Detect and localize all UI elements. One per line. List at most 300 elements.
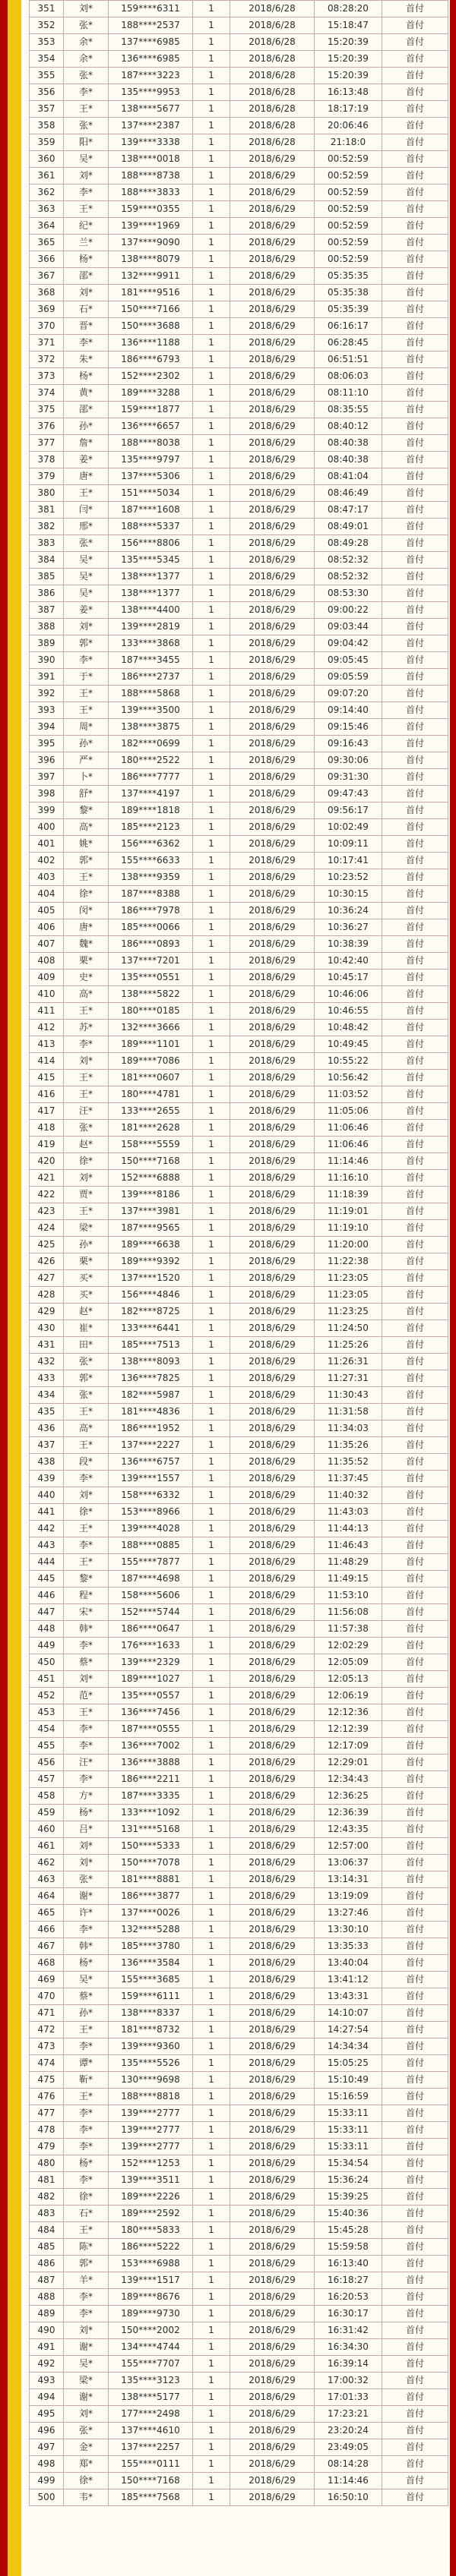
row-number-cell: 413 xyxy=(30,1036,64,1053)
quantity-cell: 1 xyxy=(193,652,230,669)
time-cell: 10:23:52 xyxy=(315,869,382,886)
customer-name-cell: 杨* xyxy=(64,1955,109,1972)
customer-name-cell: 杨* xyxy=(64,251,109,268)
row-number-cell: 476 xyxy=(30,2089,64,2105)
payment-status-cell: 首付 xyxy=(382,1871,448,1888)
phone-number-cell: 158****6332 xyxy=(109,1487,193,1504)
time-cell: 18:17:19 xyxy=(315,101,382,118)
date-cell: 2018/6/29 xyxy=(230,552,315,569)
quantity-cell: 1 xyxy=(193,218,230,235)
phone-number-cell: 176****1633 xyxy=(109,1638,193,1654)
time-cell: 15:20:39 xyxy=(315,68,382,84)
date-cell: 2018/6/29 xyxy=(230,2289,315,2306)
quantity-cell: 1 xyxy=(193,134,230,151)
date-cell: 2018/6/29 xyxy=(230,435,315,452)
date-cell: 2018/6/29 xyxy=(230,301,315,318)
row-number-cell: 355 xyxy=(30,68,64,84)
quantity-cell: 1 xyxy=(193,1304,230,1320)
row-number-cell: 410 xyxy=(30,986,64,1003)
phone-number-cell: 133****3868 xyxy=(109,635,193,652)
time-cell: 13:41:12 xyxy=(315,1972,382,1988)
date-cell: 2018/6/29 xyxy=(230,819,315,836)
time-cell: 00:52:59 xyxy=(315,201,382,218)
date-cell: 2018/6/29 xyxy=(230,1120,315,1137)
row-number-cell: 380 xyxy=(30,485,64,502)
customer-name-cell: 刘* xyxy=(64,1838,109,1855)
payment-status-cell: 首付 xyxy=(382,151,448,168)
customer-name-cell: 靳* xyxy=(64,2072,109,2089)
table-row xyxy=(30,118,448,134)
row-number-cell: 444 xyxy=(30,1554,64,1571)
time-cell: 11:53:10 xyxy=(315,1588,382,1604)
table-row xyxy=(30,1771,448,1788)
date-cell: 2018/6/29 xyxy=(230,2055,315,2072)
table-row xyxy=(30,1036,448,1053)
customer-name-cell: 张* xyxy=(64,1871,109,1888)
table-row xyxy=(30,669,448,686)
payment-status-cell: 首付 xyxy=(382,1220,448,1237)
date-cell: 2018/6/29 xyxy=(230,335,315,352)
phone-number-cell: 188****0885 xyxy=(109,1537,193,1554)
table-row xyxy=(30,2105,448,2122)
time-cell: 11:57:38 xyxy=(315,1621,382,1638)
row-number-cell: 435 xyxy=(30,1404,64,1420)
quantity-cell: 1 xyxy=(193,769,230,786)
customer-name-cell: 汪* xyxy=(64,1755,109,1771)
table-row xyxy=(30,1554,448,1571)
quantity-cell: 1 xyxy=(193,1036,230,1053)
phone-number-cell: 158****5559 xyxy=(109,1137,193,1153)
phone-number-cell: 139****3338 xyxy=(109,134,193,151)
time-cell: 11:22:38 xyxy=(315,1253,382,1270)
date-cell: 2018/6/29 xyxy=(230,485,315,502)
table-row xyxy=(30,1604,448,1621)
row-number-cell: 362 xyxy=(30,184,64,201)
row-number-cell: 462 xyxy=(30,1855,64,1871)
time-cell: 14:10:07 xyxy=(315,2005,382,2022)
payment-status-cell: 首付 xyxy=(382,1370,448,1387)
quantity-cell: 1 xyxy=(193,1554,230,1571)
quantity-cell: 1 xyxy=(193,2339,230,2356)
customer-name-cell: 刘* xyxy=(64,1671,109,1688)
payment-status-cell: 首付 xyxy=(382,1537,448,1554)
phone-number-cell: 187****3455 xyxy=(109,652,193,669)
payment-status-cell: 首付 xyxy=(382,1420,448,1437)
quantity-cell: 1 xyxy=(193,1,230,17)
customer-name-cell: 杨* xyxy=(64,1805,109,1821)
date-cell: 2018/6/29 xyxy=(230,201,315,218)
customer-name-cell: 谢* xyxy=(64,1888,109,1905)
table-row xyxy=(30,1,448,17)
customer-name-cell: 王* xyxy=(64,1203,109,1220)
table-body xyxy=(30,1,448,2506)
time-cell: 08:06:03 xyxy=(315,368,382,385)
time-cell: 09:00:22 xyxy=(315,602,382,619)
table-row xyxy=(30,1988,448,2005)
quantity-cell: 1 xyxy=(193,2072,230,2089)
row-number-cell: 399 xyxy=(30,802,64,819)
date-cell: 2018/6/29 xyxy=(230,151,315,168)
customer-name-cell: 高* xyxy=(64,819,109,836)
payment-status-cell: 首付 xyxy=(382,669,448,686)
customer-name-cell: 王* xyxy=(64,2022,109,2038)
time-cell: 11:19:10 xyxy=(315,1220,382,1237)
time-cell: 15:33:11 xyxy=(315,2122,382,2139)
customer-name-cell: 张* xyxy=(64,118,109,134)
phone-number-cell: 180****5833 xyxy=(109,2222,193,2239)
time-cell: 16:13:40 xyxy=(315,2256,382,2272)
time-cell: 09:30:06 xyxy=(315,752,382,769)
payment-status-cell: 首付 xyxy=(382,986,448,1003)
table-row xyxy=(30,619,448,635)
date-cell: 2018/6/29 xyxy=(230,2206,315,2222)
payment-status-cell: 首付 xyxy=(382,903,448,919)
customer-name-cell: 赵* xyxy=(64,1304,109,1320)
table-row xyxy=(30,101,448,118)
time-cell: 10:02:49 xyxy=(315,819,382,836)
payment-status-cell: 首付 xyxy=(382,519,448,535)
customer-name-cell: 闵* xyxy=(64,903,109,919)
quantity-cell: 1 xyxy=(193,1020,230,1036)
customer-name-cell: 许* xyxy=(64,1905,109,1922)
date-cell: 2018/6/29 xyxy=(230,2189,315,2206)
quantity-cell: 1 xyxy=(193,1086,230,1103)
table-row xyxy=(30,1354,448,1370)
payment-status-cell: 首付 xyxy=(382,318,448,335)
quantity-cell: 1 xyxy=(193,2272,230,2289)
payment-status-cell: 首付 xyxy=(382,1638,448,1654)
row-number-cell: 412 xyxy=(30,1020,64,1036)
date-cell: 2018/6/29 xyxy=(230,168,315,184)
phone-number-cell: 152****6888 xyxy=(109,1170,193,1187)
row-number-cell: 457 xyxy=(30,1771,64,1788)
time-cell: 16:30:17 xyxy=(315,2306,382,2322)
phone-number-cell: 137****9090 xyxy=(109,235,193,251)
row-number-cell: 468 xyxy=(30,1955,64,1972)
quantity-cell: 1 xyxy=(193,2089,230,2105)
phone-number-cell: 186****7978 xyxy=(109,903,193,919)
phone-number-cell: 136****6985 xyxy=(109,51,193,68)
row-number-cell: 478 xyxy=(30,2122,64,2139)
date-cell: 2018/6/29 xyxy=(230,1638,315,1654)
phone-number-cell: 152****2302 xyxy=(109,368,193,385)
customer-name-cell: 李* xyxy=(64,652,109,669)
table-row xyxy=(30,385,448,402)
payment-status-cell: 首付 xyxy=(382,1053,448,1070)
phone-number-cell: 188****8818 xyxy=(109,2089,193,2105)
customer-name-cell: 张* xyxy=(64,1354,109,1370)
quantity-cell: 1 xyxy=(193,1404,230,1420)
quantity-cell: 1 xyxy=(193,1621,230,1638)
date-cell: 2018/6/28 xyxy=(230,17,315,34)
date-cell: 2018/6/29 xyxy=(230,1337,315,1354)
table-row xyxy=(30,953,448,970)
quantity-cell: 1 xyxy=(193,1654,230,1671)
time-cell: 10:38:39 xyxy=(315,936,382,953)
payment-status-cell: 首付 xyxy=(382,1805,448,1821)
payment-status-cell: 首付 xyxy=(382,285,448,301)
time-cell: 12:36:25 xyxy=(315,1788,382,1805)
table-row xyxy=(30,1137,448,1153)
phone-number-cell: 139****9360 xyxy=(109,2038,193,2055)
time-cell: 05:35:38 xyxy=(315,285,382,301)
payment-status-cell: 首付 xyxy=(382,201,448,218)
row-number-cell: 418 xyxy=(30,1120,64,1137)
customer-name-cell: 韩* xyxy=(64,1621,109,1638)
phone-number-cell: 180****2522 xyxy=(109,752,193,769)
row-number-cell: 431 xyxy=(30,1337,64,1354)
table-row xyxy=(30,652,448,669)
phone-number-cell: 188****8738 xyxy=(109,168,193,184)
table-row xyxy=(30,1471,448,1487)
time-cell: 00:52:59 xyxy=(315,218,382,235)
payment-status-cell: 首付 xyxy=(382,1855,448,1871)
payment-status-cell: 首付 xyxy=(382,1688,448,1704)
payment-status-cell: 首付 xyxy=(382,118,448,134)
payment-status-cell: 首付 xyxy=(382,2389,448,2406)
quantity-cell: 1 xyxy=(193,2439,230,2456)
customer-name-cell: 蔡* xyxy=(64,1988,109,2005)
quantity-cell: 1 xyxy=(193,1053,230,1070)
date-cell: 2018/6/29 xyxy=(230,2473,315,2489)
row-number-cell: 485 xyxy=(30,2239,64,2256)
date-cell: 2018/6/29 xyxy=(230,2089,315,2105)
payment-status-cell: 首付 xyxy=(382,970,448,986)
quantity-cell: 1 xyxy=(193,1855,230,1871)
row-number-cell: 368 xyxy=(30,285,64,301)
quantity-cell: 1 xyxy=(193,2306,230,2322)
customer-name-cell: 吴* xyxy=(64,585,109,602)
phone-number-cell: 186****7777 xyxy=(109,769,193,786)
phone-number-cell: 139****2777 xyxy=(109,2105,193,2122)
customer-name-cell: 黎* xyxy=(64,802,109,819)
phone-number-cell: 137****7201 xyxy=(109,953,193,970)
row-number-cell: 470 xyxy=(30,1988,64,2005)
quantity-cell: 1 xyxy=(193,68,230,84)
phone-number-cell: 136****6757 xyxy=(109,1454,193,1471)
row-number-cell: 366 xyxy=(30,251,64,268)
payment-status-cell: 首付 xyxy=(382,2105,448,2122)
table-row xyxy=(30,1420,448,1437)
date-cell: 2018/6/29 xyxy=(230,1805,315,1821)
phone-number-cell: 152****5744 xyxy=(109,1604,193,1621)
date-cell: 2018/6/29 xyxy=(230,1821,315,1838)
date-cell: 2018/6/29 xyxy=(230,1771,315,1788)
time-cell: 13:30:10 xyxy=(315,1922,382,1938)
payment-status-cell: 首付 xyxy=(382,1788,448,1805)
quantity-cell: 1 xyxy=(193,2139,230,2155)
row-number-cell: 369 xyxy=(30,301,64,318)
table-row xyxy=(30,84,448,101)
time-cell: 12:17:09 xyxy=(315,1738,382,1755)
row-number-cell: 386 xyxy=(30,585,64,602)
phone-number-cell: 138****8093 xyxy=(109,1354,193,1370)
time-cell: 10:30:15 xyxy=(315,886,382,903)
row-number-cell: 376 xyxy=(30,418,64,435)
time-cell: 16:20:53 xyxy=(315,2289,382,2306)
table-row xyxy=(30,1704,448,1721)
date-cell: 2018/6/29 xyxy=(230,1471,315,1487)
customer-name-cell: 栗* xyxy=(64,953,109,970)
row-number-cell: 497 xyxy=(30,2439,64,2456)
quantity-cell: 1 xyxy=(193,1905,230,1922)
table-row xyxy=(30,1337,448,1354)
table-row xyxy=(30,2222,448,2239)
quantity-cell: 1 xyxy=(193,819,230,836)
customer-name-cell: 段* xyxy=(64,1454,109,1471)
date-cell: 2018/6/29 xyxy=(230,786,315,802)
customer-name-cell: 姚* xyxy=(64,836,109,853)
row-number-cell: 409 xyxy=(30,970,64,986)
row-number-cell: 448 xyxy=(30,1621,64,1638)
row-number-cell: 406 xyxy=(30,919,64,936)
time-cell: 11:23:25 xyxy=(315,1304,382,1320)
time-cell: 09:16:43 xyxy=(315,736,382,752)
time-cell: 21:18:0 xyxy=(315,134,382,151)
customer-name-cell: 刘* xyxy=(64,2406,109,2423)
phone-number-cell: 189****7086 xyxy=(109,1053,193,1070)
date-cell: 2018/6/29 xyxy=(230,919,315,936)
table-row xyxy=(30,34,448,51)
date-cell: 2018/6/29 xyxy=(230,368,315,385)
date-cell: 2018/6/29 xyxy=(230,1237,315,1253)
customer-name-cell: 王* xyxy=(64,1404,109,1420)
row-number-cell: 467 xyxy=(30,1938,64,1955)
time-cell: 16:34:30 xyxy=(315,2339,382,2356)
date-cell: 2018/6/29 xyxy=(230,1855,315,1871)
customer-name-cell: 羊* xyxy=(64,2272,109,2289)
time-cell: 08:47:17 xyxy=(315,502,382,519)
date-cell: 2018/6/29 xyxy=(230,602,315,619)
date-cell: 2018/6/29 xyxy=(230,452,315,468)
row-number-cell: 447 xyxy=(30,1604,64,1621)
phone-number-cell: 189****8676 xyxy=(109,2289,193,2306)
row-number-cell: 383 xyxy=(30,535,64,552)
row-number-cell: 445 xyxy=(30,1571,64,1588)
quantity-cell: 1 xyxy=(193,1955,230,1972)
payment-status-cell: 首付 xyxy=(382,1554,448,1571)
customer-name-cell: 谭* xyxy=(64,2055,109,2072)
quantity-cell: 1 xyxy=(193,1153,230,1170)
customer-name-cell: 王* xyxy=(64,1437,109,1454)
customer-name-cell: 王* xyxy=(64,1003,109,1020)
quantity-cell: 1 xyxy=(193,1220,230,1237)
row-number-cell: 394 xyxy=(30,719,64,736)
phone-number-cell: 150****7168 xyxy=(109,1153,193,1170)
date-cell: 2018/6/29 xyxy=(230,1654,315,1671)
phone-number-cell: 187****9565 xyxy=(109,1220,193,1237)
quantity-cell: 1 xyxy=(193,635,230,652)
time-cell: 11:18:39 xyxy=(315,1187,382,1203)
table-row xyxy=(30,251,448,268)
quantity-cell: 1 xyxy=(193,1788,230,1805)
payment-status-cell: 首付 xyxy=(382,385,448,402)
payment-status-cell: 首付 xyxy=(382,17,448,34)
payment-status-cell: 首付 xyxy=(382,1,448,17)
time-cell: 10:09:11 xyxy=(315,836,382,853)
customer-name-cell: 黎* xyxy=(64,1571,109,1588)
row-number-cell: 397 xyxy=(30,769,64,786)
time-cell: 10:42:40 xyxy=(315,953,382,970)
table-row xyxy=(30,2256,448,2272)
table-row xyxy=(30,235,448,251)
quantity-cell: 1 xyxy=(193,1454,230,1471)
table-row xyxy=(30,2456,448,2473)
row-number-cell: 407 xyxy=(30,936,64,953)
phone-number-cell: 138****5177 xyxy=(109,2389,193,2406)
row-number-cell: 452 xyxy=(30,1688,64,1704)
phone-number-cell: 188****8038 xyxy=(109,435,193,452)
payment-status-cell: 首付 xyxy=(382,418,448,435)
table-row xyxy=(30,1170,448,1187)
customer-name-cell: 张* xyxy=(64,535,109,552)
payment-status-cell: 首付 xyxy=(382,1521,448,1537)
row-number-cell: 436 xyxy=(30,1420,64,1437)
customer-name-cell: 李* xyxy=(64,2306,109,2322)
row-number-cell: 437 xyxy=(30,1437,64,1454)
date-cell: 2018/6/29 xyxy=(230,1838,315,1855)
table-row xyxy=(30,903,448,919)
time-cell: 13:43:31 xyxy=(315,1988,382,2005)
payment-status-cell: 首付 xyxy=(382,1938,448,1955)
table-row xyxy=(30,1521,448,1537)
customer-name-cell: 李* xyxy=(64,84,109,101)
customer-name-cell: 陈* xyxy=(64,2239,109,2256)
date-cell: 2018/6/29 xyxy=(230,1070,315,1086)
row-number-cell: 499 xyxy=(30,2473,64,2489)
phone-number-cell: 181****4836 xyxy=(109,1404,193,1420)
date-cell: 2018/6/29 xyxy=(230,2139,315,2155)
payment-status-cell: 首付 xyxy=(382,1888,448,1905)
payment-status-cell: 首付 xyxy=(382,84,448,101)
table-row xyxy=(30,2055,448,2072)
payment-status-cell: 首付 xyxy=(382,2306,448,2322)
phone-number-cell: 185****3780 xyxy=(109,1938,193,1955)
date-cell: 2018/6/29 xyxy=(230,1020,315,1036)
phone-number-cell: 139****2777 xyxy=(109,2139,193,2155)
row-number-cell: 495 xyxy=(30,2406,64,2423)
phone-number-cell: 186****6793 xyxy=(109,352,193,368)
payment-status-cell: 首付 xyxy=(382,1821,448,1838)
quantity-cell: 1 xyxy=(193,1922,230,1938)
time-cell: 09:56:17 xyxy=(315,802,382,819)
customer-name-cell: 李* xyxy=(64,2122,109,2139)
table-row xyxy=(30,702,448,719)
payment-status-cell: 首付 xyxy=(382,335,448,352)
table-row xyxy=(30,502,448,519)
time-cell: 11:03:52 xyxy=(315,1086,382,1103)
row-number-cell: 484 xyxy=(30,2222,64,2239)
payment-status-cell: 首付 xyxy=(382,1838,448,1855)
phone-number-cell: 139****3500 xyxy=(109,702,193,719)
table-row xyxy=(30,2122,448,2139)
phone-number-cell: 133****6441 xyxy=(109,1320,193,1337)
table-row xyxy=(30,519,448,535)
quantity-cell: 1 xyxy=(193,1604,230,1621)
quantity-cell: 1 xyxy=(193,903,230,919)
quantity-cell: 1 xyxy=(193,1337,230,1354)
time-cell: 10:48:42 xyxy=(315,1020,382,1036)
time-cell: 12:02:29 xyxy=(315,1638,382,1654)
row-number-cell: 370 xyxy=(30,318,64,335)
payment-status-cell: 首付 xyxy=(382,1721,448,1738)
table-row xyxy=(30,1304,448,1320)
customer-name-cell: 吴* xyxy=(64,151,109,168)
phone-number-cell: 135****0551 xyxy=(109,970,193,986)
row-number-cell: 458 xyxy=(30,1788,64,1805)
quantity-cell: 1 xyxy=(193,853,230,869)
time-cell: 00:52:59 xyxy=(315,251,382,268)
